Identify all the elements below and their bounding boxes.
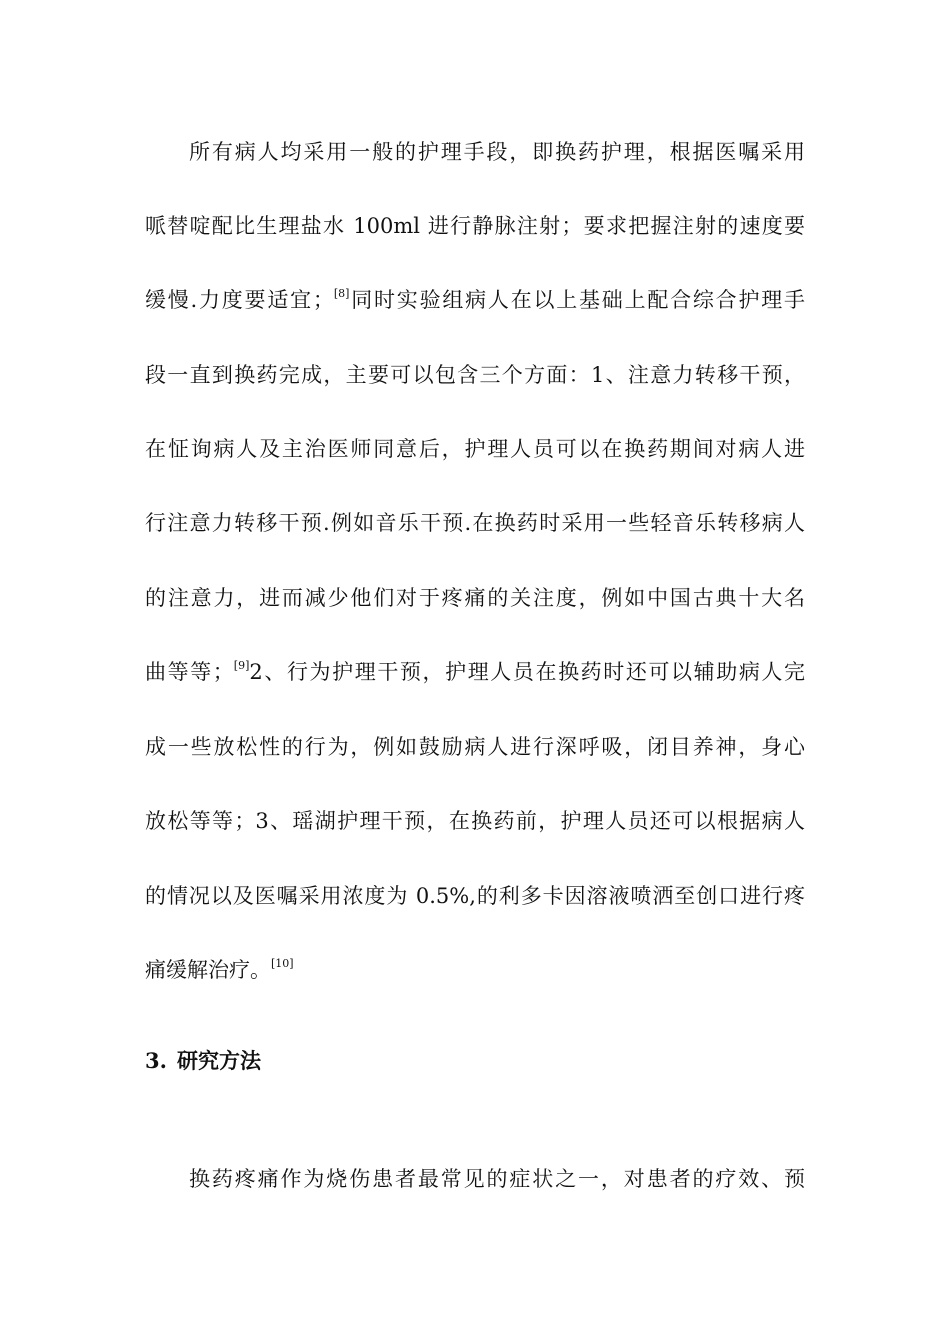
paragraph-line [145,657,805,687]
citation-marker: [9] [233,659,250,673]
paragraph-line: 行注意力转移干预.例如音乐干预.在换药时采用一些轻音乐转移病人 [145,511,805,535]
line-text: 2、行为护理干预，护理人员在换药时还可以辅助病人完 [249,660,806,684]
line-text: 曲等等； [145,660,234,684]
paragraph-line: 换药疼痛作为烧伤患者最常见的症状之一，对患者的疗效、预 [189,1167,805,1191]
line-text: 同时实验组病人在以上基础上配合综合护理手 [349,288,805,312]
paragraph-line: 的注意力，进而减少他们对于疼痛的关注度，例如中国古典十大名 [145,586,805,610]
line-text: 痛缓解治疗。 [145,958,271,982]
citation-marker: [10] [271,957,294,971]
line-text: 缓慢.力度要适宜； [145,288,334,312]
section-title: 研究方法 [177,1048,261,1073]
paragraph-line: 所有病人均采用一般的护理手段，即换药护理，根据医嘱采用 [189,140,805,164]
citation-marker: [8] [333,287,350,301]
paragraph-line: 放松等等；3、瑶湖护理干预，在换药前，护理人员还可以根据病人 [145,809,805,833]
paragraph-line [145,285,805,315]
section-number: 3. [145,1048,167,1073]
paragraph-line: 哌替啶配比生理盐水 100ml 进行静脉注射；要求把握注射的速度要 [145,214,805,238]
paragraph-line: 段一直到换药完成，主要可以包含三个方面：1、注意力转移干预， [145,363,805,387]
section-heading [145,1046,261,1076]
paragraph-line: 成一些放松性的行为，例如鼓励病人进行深呼吸，闭目养神，身心 [145,735,805,759]
paragraph-line: 的情况以及医嘱采用浓度为 0.5%,的利多卡因溶液喷洒至创口进行疼 [145,884,805,908]
paragraph-line: 在怔询病人及主治医师同意后，护理人员可以在换药期间对病人进 [145,437,805,461]
paragraph-line [145,955,805,985]
